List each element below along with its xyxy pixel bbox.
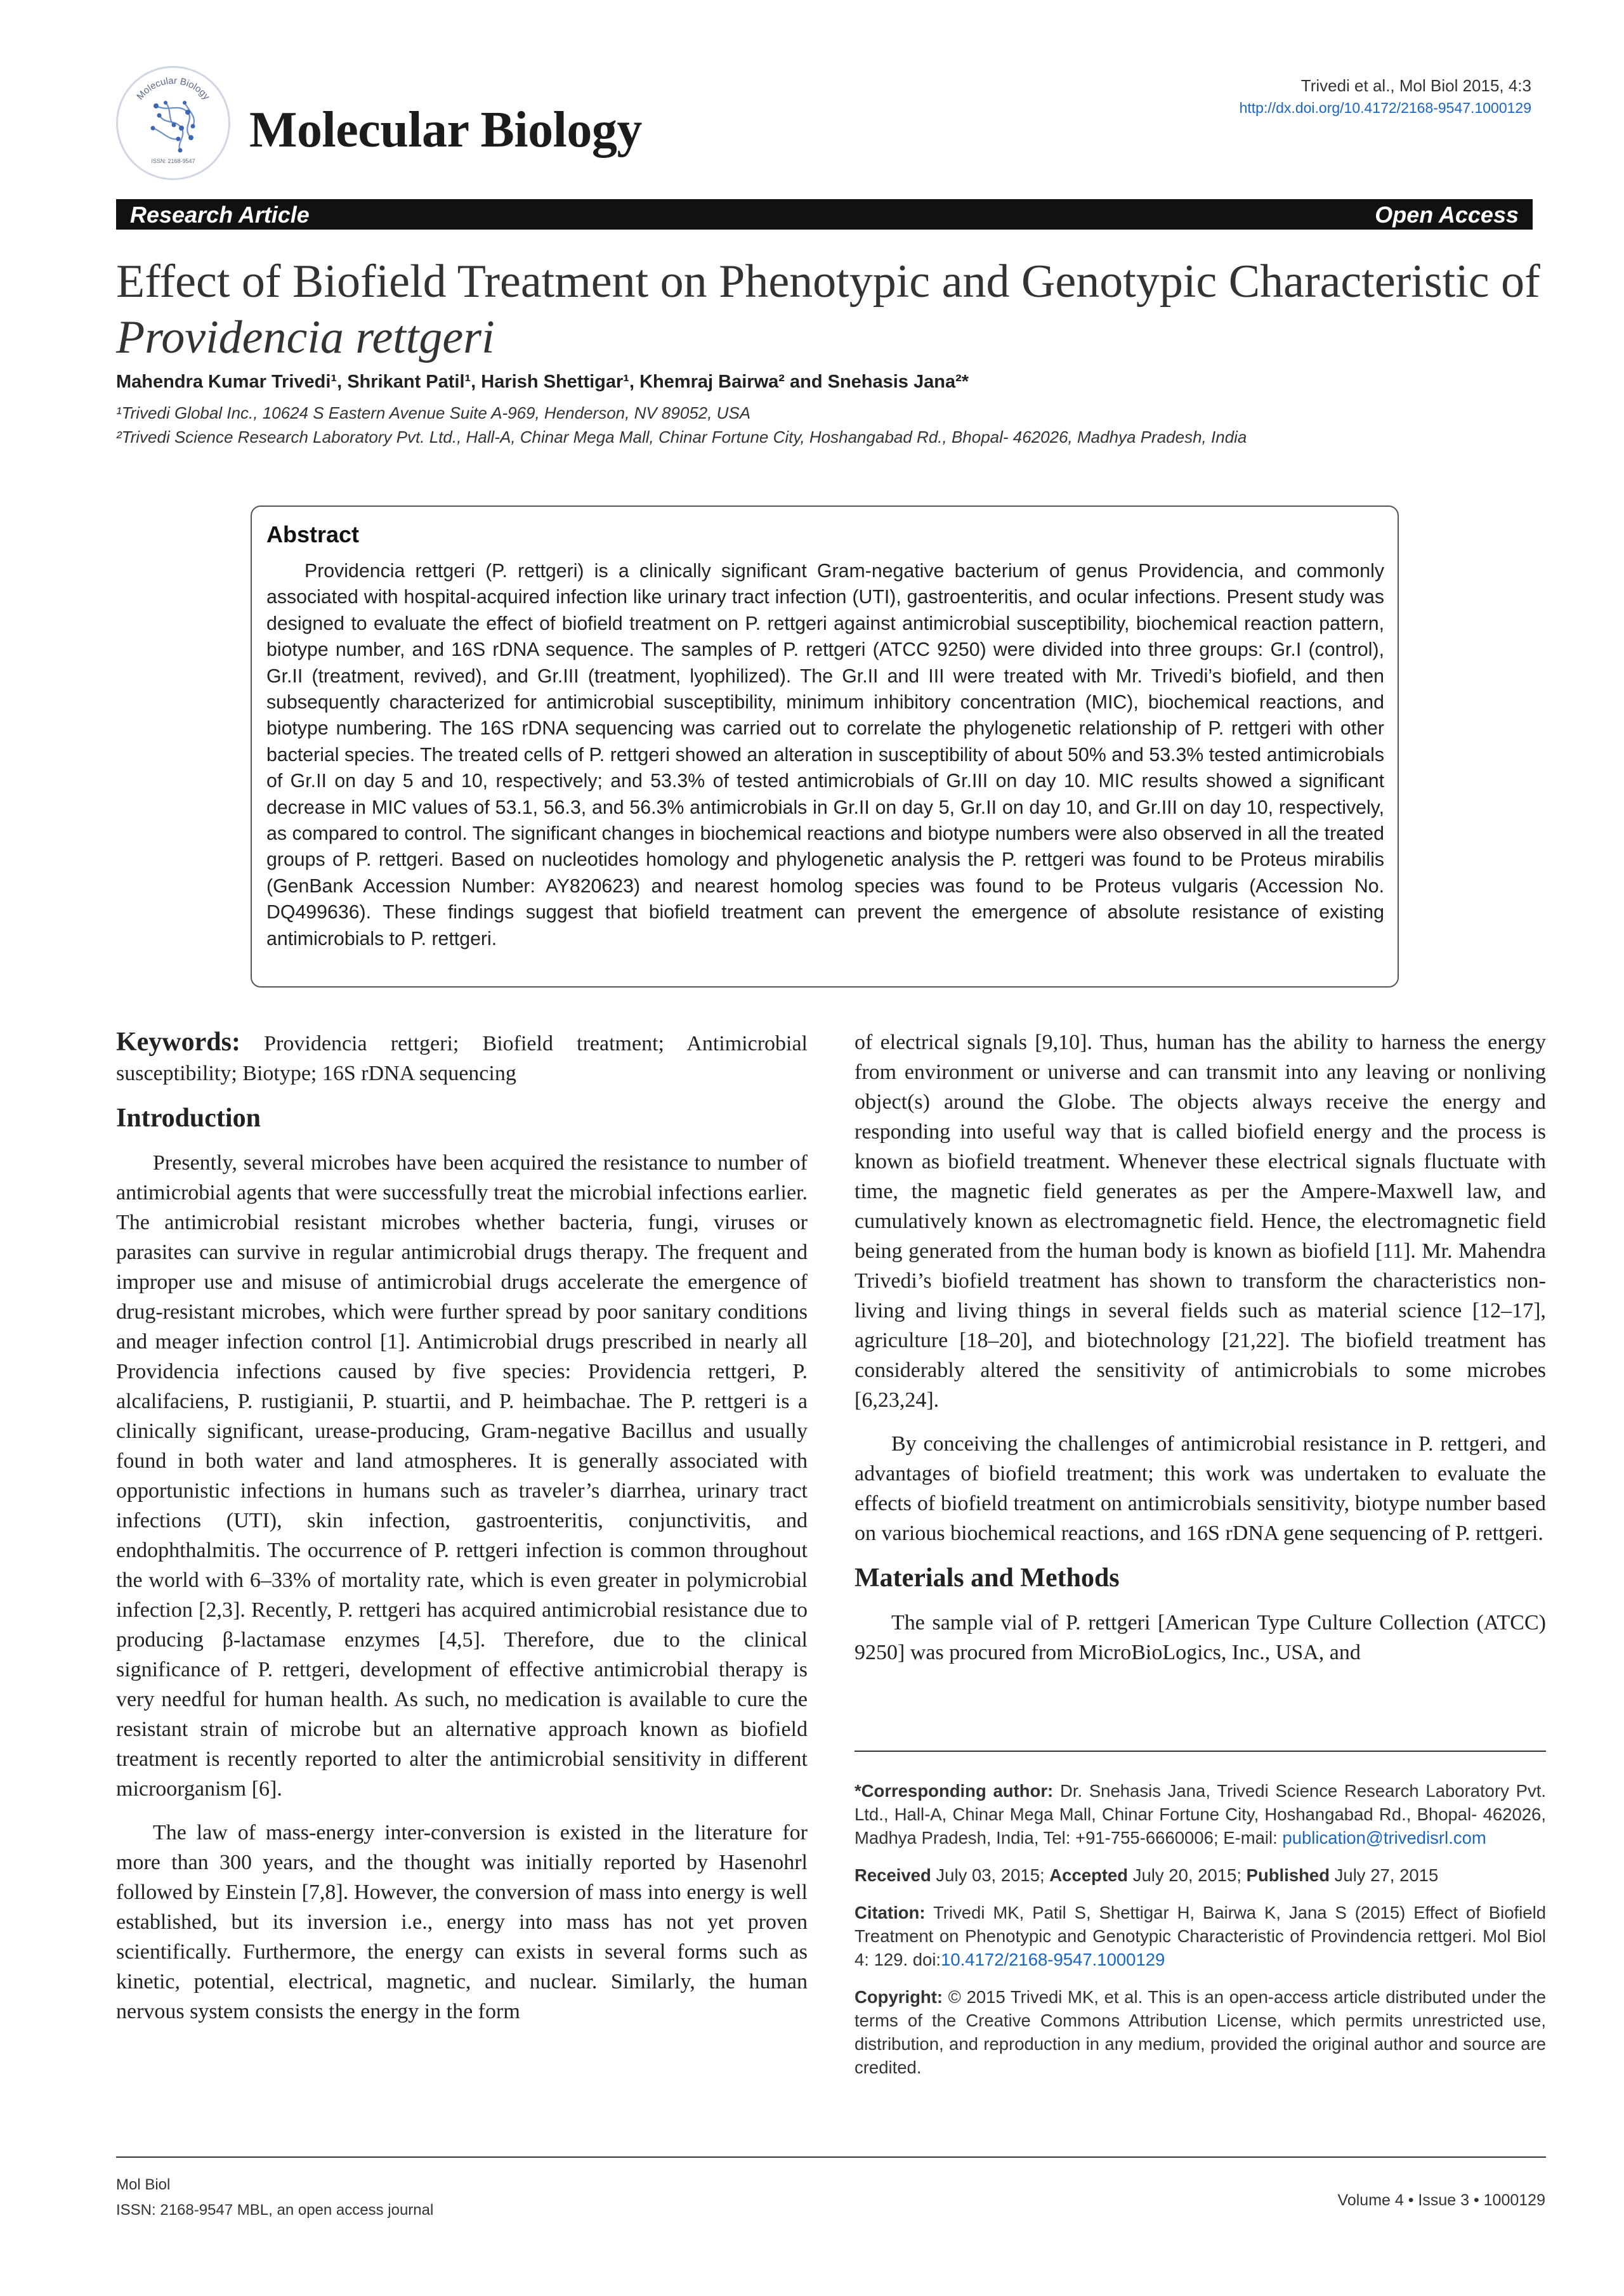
footer-volume: Volume 4 • Issue 3 • 1000129: [1337, 2191, 1545, 2209]
accepted-date: July 20, 2015;: [1132, 1865, 1241, 1885]
citation-note: [855, 1901, 1546, 1971]
received-date: July 03, 2015;: [936, 1865, 1045, 1885]
running-citation: Trivedi et al., Mol Biol 2015, 4:3: [1300, 76, 1531, 95]
intro-paragraph-3: of electrical signals [9,10]. Thus, human has the ability to harness the energy from environment or universe and can transmit into any leaving or nonliving object(s) around the Globe. The objects always receive the energy and responding into useful way that is called biofield energy and the process is known as biofield treatment. Whenever these electrical signals fluctuate with time, the magnetic field generates as per the Ampere-Maxwell law, and cumulatively known as electromagnetic field. Hence, the electromagnetic field being generated from the human body is known as biofield [11]. Mr. Mahendra Trivedi’s biofield treatment has shown to transform the characteristics non-living and living things in several fields such as material science [12–17], agriculture [18–20], and biotechnology [21,22]. The biofield treatment has considerably altered the sensitivity of antimicrobials to some microbes [6,23,24].: [855, 1031, 1546, 1412]
article-banner: [116, 199, 1533, 230]
methods-paragraph-1: The sample vial of P. rettgeri [American Type Culture Collection (ATCC) 9250] was procured from MicroBioLogics, Inc., USA, and: [855, 1611, 1546, 1664]
logo-issn: ISSN: 2168-9547: [151, 158, 195, 164]
introduction-heading: Introduction: [116, 1104, 261, 1133]
logo-emblem-icon: [118, 68, 228, 178]
keywords-label: Keywords:: [116, 1027, 240, 1057]
copyright-label: Copyright:: [855, 1987, 943, 2007]
footer-journal-abbrev: Mol Biol: [116, 2176, 171, 2193]
published-label: Published: [1246, 1865, 1330, 1885]
access-badge: Open Access: [1375, 202, 1519, 228]
methods-heading: Materials and Methods: [855, 1563, 1120, 1593]
title-species: Providencia rettgeri: [116, 311, 495, 363]
corresponding-label: *Corresponding author:: [855, 1781, 1054, 1801]
title-main: Effect of Biofield Treatment on Phenotypic and Genotypic Characteristic of: [116, 256, 1540, 308]
footnote-divider: [855, 1751, 1546, 1752]
keywords: [116, 1027, 808, 1088]
footer-left: [116, 2172, 433, 2223]
svg-text:Molecular Biology: [134, 75, 212, 102]
article-title: [116, 254, 1543, 365]
citation-text: Trivedi MK, Patil S, Shettigar H, Bairwa K, Jana S (2015) Effect of Biofield Treatment on Phenotypic and Genotypic Characteristic of Provindencia rettgeri. Mol Biol 4: 129. doi:: [855, 1903, 1547, 1969]
keywords-text: Providencia rettgeri; Biofield treatment; Antimicrobial susceptibility; Biotype; 16S rDNA sequencing: [116, 1032, 808, 1085]
citation-label: Citation:: [855, 1903, 926, 1922]
footer-divider: [116, 2156, 1546, 2158]
dates-line: [855, 1863, 1546, 1887]
right-column: [855, 1027, 1546, 1667]
footnotes: [855, 1779, 1546, 2093]
intro-paragraph-2: The law of mass-energy inter-conversion is existed in the literature for more than 300 years, and the thought was initially reported by Hasenohrl followed by Einstein [7,8]. However, the conversion of mass into energy is well established, but its inversion i.e., energy into mass has not yet proven scientifically. Furthermore, the energy can exists in several forms such as kinetic, potential, electrical, magnetic, and nuclear. Similarly, the human nervous system consists the energy in the form: [116, 1821, 808, 2023]
top-citation-block: [1240, 76, 1531, 117]
journal-name: Molecular Biology: [249, 102, 642, 158]
citation-doi-link[interactable]: 10.4172/2168-9547.1000129: [941, 1950, 1165, 1969]
article-type: Research Article: [130, 202, 310, 228]
intro-paragraph-1: Presently, several microbes have been acquired the resistance to number of antimicrobial agents that were successfully treat the microbial infections earlier. The antimicrobial resistant microbes whether bacteria, fungi, viruses or parasites can survive in regular antimicrobial drugs therapy. The frequent and improper use and misuse of antimicrobial drugs accelerate the emergence of drug-resistant microbes, which were further spread by poor sanitary conditions and meager infection control [1]. Antimicrobial drugs prescribed in nearly all Providencia infections caused by five species: Providencia rettgeri, P. alcalifaciens, P. rustigianii, P. stuartii, and P. heimbachae. The P. rettgeri is a clinically significant, urease-producing, Gram-negative Bacillus and usually found in both water and land atmospheres. It is generally associated with opportunistic infections in humans such as traveler’s diarrhea, urinary tract infections (UTI), skin infection, gastroenteritis, conjunctivitis, and endophthalmitis. The occurrence of P. rettgeri infection is common throughout the world with 6–33% of mortality rate, which is even greater in polymicrobial infection [2,3]. Recently, P. rettgeri has acquired antimicrobial resistance due to producing β-lactamase enzymes [4,5]. Therefore, due to the clinical significance of P. rettgeri, development of effective antimicrobial therapy is very needful for human health. As such, no medication is available to cure the resistant strain of microbe but an alternative approach known as biofield treatment is recently reported to alter the antimicrobial sensitivity in different microorganism [6].: [116, 1151, 808, 1801]
copyright-text: © 2015 Trivedi MK, et al. This is an open-access article distributed under the terms of the Creative Commons Attribution License, which permits unrestricted use, distribution, and reproduction in any medium, provided the original author and source are credited.: [855, 1987, 1546, 2077]
affiliation-2: ²Trivedi Science Research Laboratory Pvt. Ltd., Hall-A, Chinar Mega Mall, Chinar Fortune City, Hoshangabad Rd., Bhopal- 462026, Madhya Pradesh, India: [116, 427, 1247, 447]
copyright-note: [855, 1985, 1546, 2079]
published-date: July 27, 2015: [1334, 1865, 1439, 1885]
affiliation-1: ¹Trivedi Global Inc., 10624 S Eastern Avenue Suite A-969, Henderson, NV 89052, USA: [116, 403, 751, 422]
journal-logo: [116, 66, 230, 180]
left-column: [116, 1027, 808, 2026]
abstract-text: Providencia rettgeri (P. rettgeri) is a clinically significant Gram-negative bacterium of genus Providencia, and commonly associated with hospital-acquired infection like urinary tract infection (UTI), gastroenteritis, and ocular infections. Present study was designed to evaluate the effect of biofield treatment on P. rettgeri against antimicrobial susceptibility, biochemical reaction pattern, biotype number, and 16S rDNA sequence. The samples of P. rettgeri (ATCC 9250) were divided into three groups: Gr.I (control), Gr.II (treatment, revived), and Gr.III (treatment, lyophilized). The Gr.II and III were treated with Mr. Trivedi’s biofield, and then subsequently characterized for antimicrobial susceptibility, minimum inhibitory concentration (MIC), biochemical reactions, and biotype numbering. The 16S rDNA sequencing was carried out to correlate the phylogenetic relationship of P. rettgeri with other bacterial species. The treated cells of P. rettgeri showed an alteration in susceptibility of about 50% and 53.3% tested antimicrobials of Gr.II on day 5 and 10, respectively; and 53.3% of tested antimicrobials of Gr.III on day 10. MIC results showed a significant decrease in MIC values of 53.1, 56.3, and 56.3% antimicrobials in Gr.II on day 5, Gr.II on day 10, and Gr.III on day 10, respectively, as compared to control. The significant changes in biochemical reactions and biotype numbers were also observed in all the treated groups of P. rettgeri. Based on nucleotides homology and phylogenetic analysis the P. rettgeri was found to be Proteus mirabilis (GenBank Accession Number: AY820623) and nearest homolog species was found to be Proteus vulgaris (Accession No. DQ499636). These findings suggest that biofield treatment can prevent the emergence of absolute resistance of existing antimicrobials to P. rettgeri.: [266, 561, 1384, 949]
doi-link[interactable]: http://dx.doi.org/10.4172/2168-9547.1000129: [1239, 100, 1531, 116]
corresponding-author: [855, 1779, 1546, 1849]
author-list: Mahendra Kumar Trivedi¹, Shrikant Patil¹, Harish Shettigar¹, Khemraj Bairwa² and Snehasis Jana²*: [116, 372, 969, 392]
received-label: Received: [855, 1865, 931, 1885]
footer-issn: ISSN: 2168-9547 MBL, an open access journal: [116, 2201, 434, 2219]
intro-paragraph-4: By conceiving the challenges of antimicrobial resistance in P. rettgeri, and advantages of biofield treatment; this work was undertaken to evaluate the effects of biofield treatment on antimicrobials sensitivity, biotype number based on various biochemical reactions, and 16S rDNA gene sequencing of P. rettgeri.: [855, 1432, 1546, 1545]
corresponding-text: Dr. Snehasis Jana, Trivedi Science Research Laboratory Pvt. Ltd., Hall-A, Chinar Mega Mall, Chinar Fortune City, Hoshangabad Rd., Bhopal- 462026, Madhya Pradesh, India, Tel: +91-755-6660006; E-mail:: [855, 1781, 1546, 1848]
abstract-heading: Abstract: [266, 521, 360, 547]
accepted-label: Accepted: [1049, 1865, 1129, 1885]
logo-text: Molecular Biology: [134, 75, 212, 102]
email-link[interactable]: publication@trivedisrl.com: [1282, 1828, 1486, 1848]
